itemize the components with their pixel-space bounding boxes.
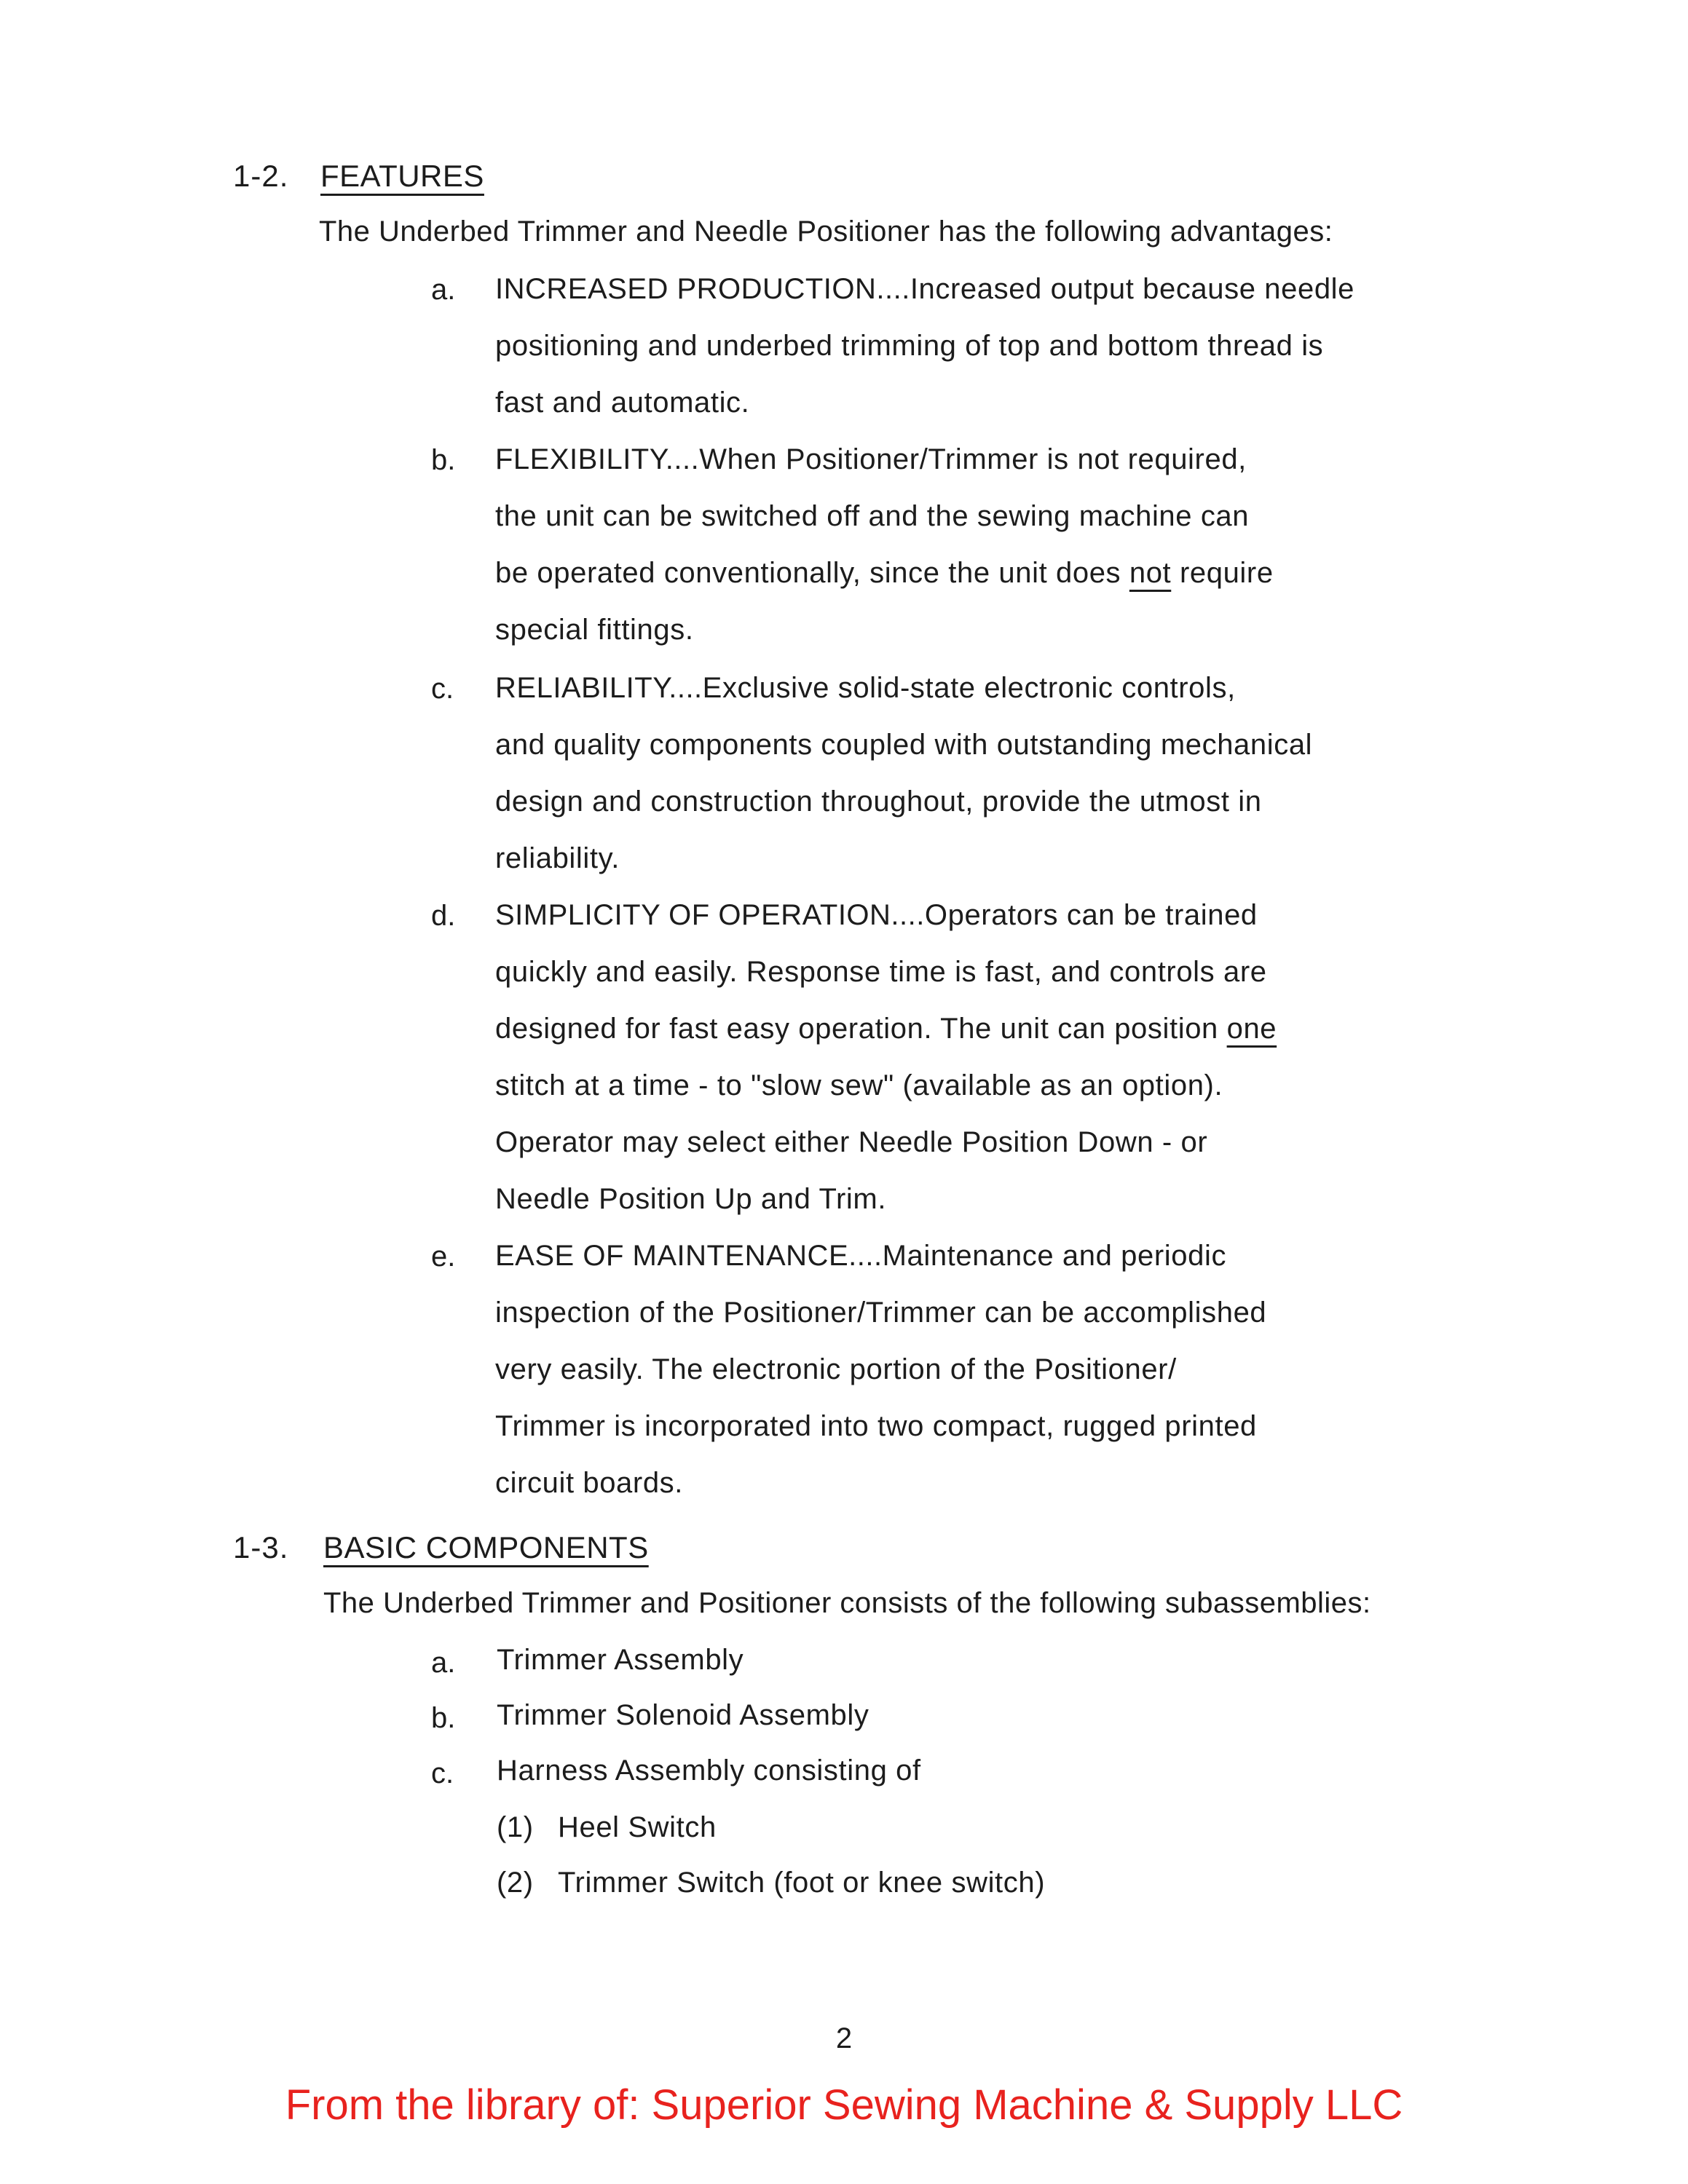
- item-line: reliability.: [495, 842, 620, 874]
- item-line: stitch at a time - to "slow sew" (available as an option).: [495, 1069, 1223, 1101]
- item-line: quickly and easily. Response time is fast, and controls are: [495, 956, 1267, 988]
- library-footer: From the library of: Superior Sewing Machine & Supply LLC: [285, 2081, 1403, 2129]
- emphasis-one: one: [1226, 1013, 1277, 1045]
- section-title-features: FEATURES: [320, 159, 484, 193]
- section-intro-features: The Underbed Trimmer and Needle Positioner has the following advantages:: [319, 215, 1333, 248]
- section-number-features: 1-2.: [233, 159, 289, 193]
- component-subitem: Heel Switch: [558, 1811, 717, 1843]
- section-number-components: 1-3.: [233, 1530, 289, 1564]
- item-line: Operator may select either Needle Position Down - or: [495, 1126, 1208, 1158]
- item-line: Exclusive solid-state electronic controls,: [702, 672, 1236, 704]
- item-line: be operated conventionally, since the unit does: [495, 557, 1129, 589]
- component-subitem-number: (1): [497, 1811, 534, 1843]
- page-number: 2: [835, 2022, 853, 2054]
- item-line: Increased output because needle: [910, 273, 1355, 305]
- item-line: the unit can be switched off and the sewing machine can: [495, 500, 1250, 532]
- item-letter: e.: [431, 1241, 456, 1273]
- item-letter: a.: [431, 1647, 456, 1679]
- feature-item-reliability: [495, 660, 1435, 887]
- item-line: Operators can be trained: [924, 899, 1258, 931]
- section-intro-components: The Underbed Trimmer and Positioner consists of the following subassemblies:: [323, 1587, 1371, 1619]
- item-line: and quality components coupled with outstanding mechanical: [495, 729, 1313, 761]
- item-line: special fittings.: [495, 614, 694, 646]
- item-line: Trimmer is incorporated into two compact, rugged printed: [495, 1410, 1257, 1442]
- item-line: designed for fast easy operation. The unit can position: [495, 1013, 1227, 1045]
- component-item: Trimmer Assembly: [497, 1644, 744, 1676]
- item-heading: RELIABILITY....: [495, 672, 703, 704]
- feature-item-increased-production: [495, 261, 1435, 431]
- item-heading: FLEXIBILITY....: [495, 443, 700, 475]
- item-line: positioning and underbed trimming of top and bottom thread is: [495, 330, 1324, 362]
- item-letter: b.: [431, 444, 456, 476]
- item-letter: a.: [431, 274, 456, 306]
- feature-item-simplicity: [495, 887, 1435, 1227]
- item-letter: b.: [431, 1702, 456, 1734]
- item-line: very easily. The electronic portion of the Positioner/: [495, 1353, 1177, 1385]
- item-line-tail: require: [1171, 557, 1274, 589]
- item-line: fast and automatic.: [495, 387, 750, 419]
- item-letter: d.: [431, 900, 456, 932]
- feature-item-flexibility: [495, 431, 1435, 658]
- item-line: Maintenance and periodic: [882, 1240, 1227, 1272]
- component-subitem-number: (2): [497, 1867, 534, 1899]
- item-line: inspection of the Positioner/Trimmer can be accomplished: [495, 1297, 1267, 1329]
- item-letter: c.: [431, 673, 454, 705]
- item-line: When Positioner/Trimmer is not required,: [699, 443, 1247, 475]
- component-item: Harness Assembly consisting of: [497, 1754, 921, 1787]
- item-line: Needle Position Up and Trim.: [495, 1183, 887, 1215]
- emphasis-not: not: [1129, 557, 1172, 589]
- item-line: circuit boards.: [495, 1467, 683, 1499]
- feature-item-maintenance: [495, 1227, 1435, 1511]
- component-subitem: Trimmer Switch (foot or knee switch): [558, 1867, 1046, 1899]
- item-heading: INCREASED PRODUCTION....: [495, 273, 910, 305]
- item-heading: SIMPLICITY OF OPERATION....: [495, 899, 925, 931]
- item-heading: EASE OF MAINTENANCE....: [495, 1240, 883, 1272]
- component-item: Trimmer Solenoid Assembly: [497, 1699, 869, 1731]
- item-line: design and construction throughout, provide the utmost in: [495, 786, 1262, 818]
- section-title-components: BASIC COMPONENTS: [323, 1530, 649, 1564]
- item-letter: c.: [431, 1757, 454, 1789]
